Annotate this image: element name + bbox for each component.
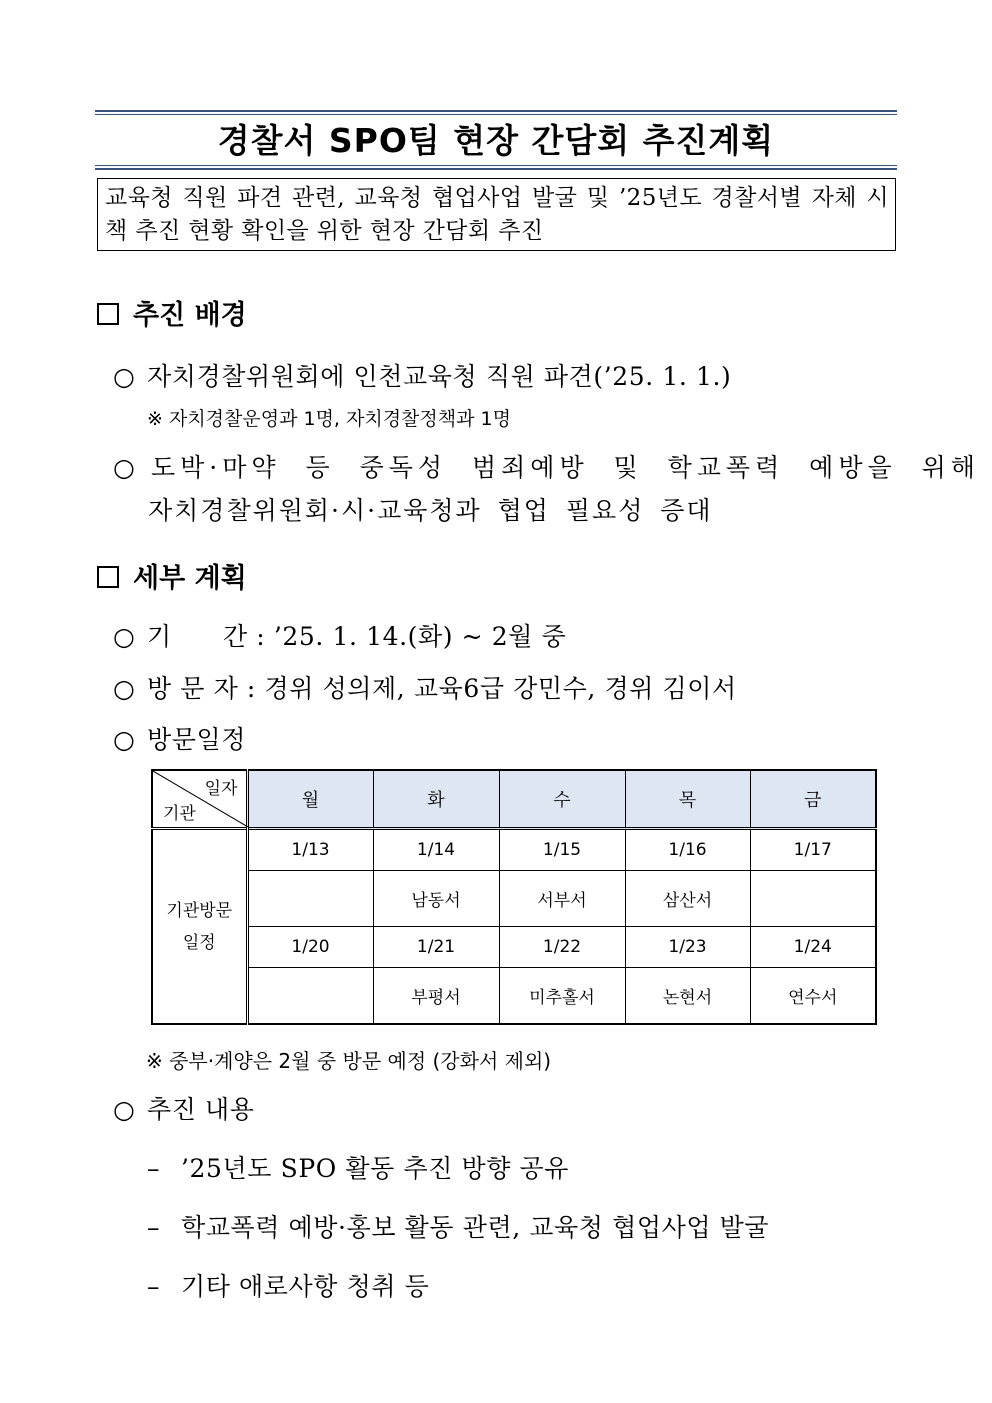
bullet-text: 기 간 : ’25. 1. 14.(화) ~ 2월 중 (147, 622, 567, 651)
station-cell (750, 871, 876, 927)
station-cell: 부평서 (373, 968, 499, 1025)
date-cell: 1/23 (625, 927, 750, 968)
note-text: ※ 자치경찰운영과 1명, 자치경찰정책과 1명 (147, 408, 511, 430)
circle-bullet-icon: ○ (113, 453, 140, 482)
row-label-cell (152, 829, 247, 1025)
circle-bullet-icon: ○ (113, 725, 136, 754)
title-block (95, 110, 897, 170)
dash-text: ’25년도 SPO 활동 추진 방향 공유 (181, 1154, 570, 1183)
dash-text: 학교폭력 예방·홍보 활동 관련, 교육청 협업사업 발굴 (181, 1213, 770, 1242)
dash-bullet-icon: – (147, 1213, 161, 1242)
bullet-continuation: 자치경찰위원회·시·교육청과 협업 필요성 증대 (148, 496, 713, 525)
station-cell: 논현서 (625, 968, 750, 1025)
circle-bullet-icon: ○ (113, 362, 136, 391)
bullet-text: 방 문 자 : 경위 성의제, 교육6급 강민수, 경위 김이서 (147, 674, 737, 703)
bullet-item-period (113, 619, 566, 655)
bullet-item-visitors (113, 671, 737, 707)
table-row-dates (152, 927, 876, 968)
dash-bullet-icon: – (147, 1154, 161, 1183)
row-label-line: 일정 (182, 932, 216, 953)
day-header: 화 (373, 770, 499, 829)
station-cell: 남동서 (373, 871, 499, 927)
date-cell: 1/21 (373, 927, 499, 968)
date-cell: 1/16 (625, 829, 750, 871)
table-header-row (152, 770, 876, 829)
corner-label-org: 기관 (163, 804, 196, 824)
corner-label-date: 일자 (204, 779, 238, 799)
section-heading-plan (97, 561, 247, 597)
day-header: 월 (247, 770, 373, 829)
date-cell: 1/22 (499, 927, 625, 968)
date-cell: 1/24 (750, 927, 876, 968)
checkbox-square-icon (97, 303, 119, 325)
bullet-text: 추진 내용 (147, 1095, 255, 1124)
section-title: 세부 계획 (133, 563, 247, 594)
day-header: 금 (750, 770, 876, 829)
bullet-text: 도박·마약 등 중독성 범죄예방 및 학교폭력 예방을 위해 (151, 453, 980, 482)
bullet-item-schedule (113, 722, 246, 758)
table-footnote: ※ 중부·계양은 2월 중 방문 예정 (강화서 제외) (146, 1049, 552, 1073)
table-row-stations (152, 968, 876, 1025)
summary-box: 교육청 직원 파견 관련, 교육청 협업사업 발굴 및 ’25년도 경찰서별 자체 시책 추진 현황 확인을 위한 현장 간담회 추진 (97, 178, 896, 251)
dash-text: 기타 애로사항 청취 등 (181, 1272, 430, 1301)
bullet-item-content (113, 1092, 255, 1128)
row-label-line: 기관방문 (166, 900, 233, 921)
circle-bullet-icon: ○ (113, 674, 136, 703)
station-cell (247, 871, 373, 927)
date-cell: 1/15 (499, 829, 625, 871)
section-heading-background (97, 298, 247, 334)
day-header: 수 (499, 770, 625, 829)
station-cell: 서부서 (499, 871, 625, 927)
visit-schedule-table (151, 769, 877, 1025)
bullet-text: 방문일정 (147, 725, 247, 754)
dash-item (147, 1151, 569, 1187)
dash-item (147, 1210, 769, 1246)
station-cell (247, 968, 373, 1025)
table-row-dates (152, 829, 876, 871)
document-title: 경찰서 SPO팀 현장 간담회 추진계획 (217, 121, 775, 160)
table-corner-cell (152, 770, 247, 829)
date-cell: 1/17 (750, 829, 876, 871)
station-cell: 미추홀서 (499, 968, 625, 1025)
date-cell: 1/20 (247, 927, 373, 968)
checkbox-square-icon (97, 566, 119, 588)
bullet-text: 자치경찰위원회에 인천교육청 직원 파견(’25. 1. 1.) (147, 362, 732, 391)
date-cell: 1/14 (373, 829, 499, 871)
table-row-stations (152, 871, 876, 927)
dash-bullet-icon: – (147, 1272, 161, 1301)
dash-item (147, 1269, 429, 1305)
station-cell: 연수서 (750, 968, 876, 1025)
bullet-item (113, 359, 731, 395)
title-bottom-rule (95, 165, 897, 170)
section-title: 추진 배경 (133, 300, 247, 331)
circle-bullet-icon: ○ (113, 1095, 136, 1124)
title-top-rule (95, 110, 897, 115)
bullet-item (113, 450, 980, 486)
day-header: 목 (625, 770, 750, 829)
circle-bullet-icon: ○ (113, 622, 136, 651)
date-cell: 1/13 (247, 829, 373, 871)
station-cell: 삼산서 (625, 871, 750, 927)
